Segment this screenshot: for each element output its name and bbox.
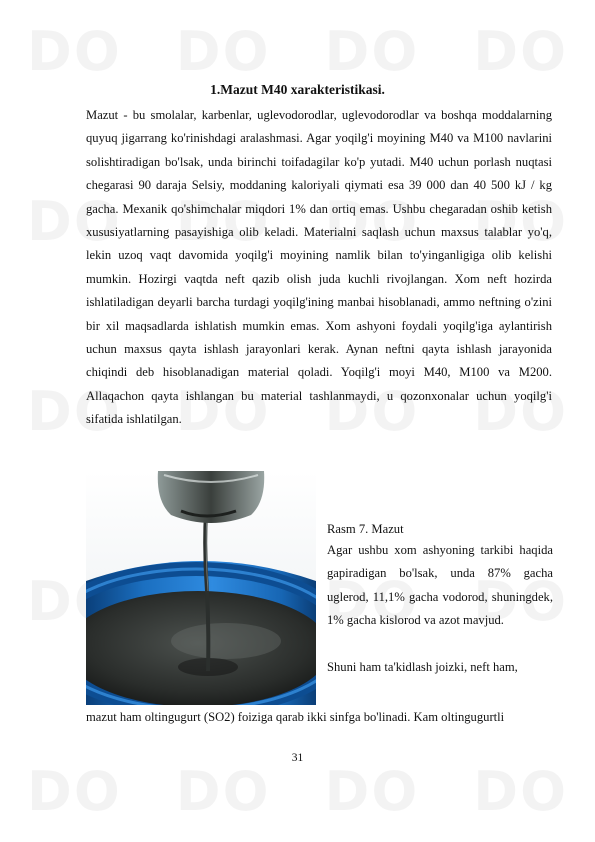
figure-caption: Rasm 7. Mazut bbox=[327, 522, 404, 536]
side-paragraph: Agar ushbu xom ashyoning tarkibi haqida gapiradigan bo'lsak, unda 87% gacha uglerod, 11,1% gacha vodorod, shuningdek, 1% gacha kislorod va azot mavjud. bbox=[327, 543, 553, 628]
section-title: 1.Mazut M40 xarakteristikasi. bbox=[210, 82, 385, 97]
page-number: 31 bbox=[291, 752, 304, 764]
watermark-row bbox=[0, 760, 595, 823]
body-paragraph-continuation: mazut ham oltingugurt (SO2) foiziga qarab ikki sinfga bo'linadi. Kam oltingugurtli bbox=[86, 710, 505, 724]
watermark-row bbox=[0, 20, 595, 83]
body-paragraph: Mazut - bu smolalar, karbenlar, uglevodorodlar, uglevodorodlar va boshqa moddalarning quyuq jigarrang ko'rinishdagi aralashmasi. Agar yoqilg'i moyining M40 va M100 navlarini solishtiradigan bo'lsak, unda birinchi toifadagilar ko'p yutadi. M40 uchun porlash nuqtasi chegarasi 90 daraja Selsiy, moddaning kaloriyali qiymati esa 39 000 dan 40 500 kJ / kg gacha. Mexanik qo'shimchalar miqdori 1% dan ortiq emas. Ushbu chegaradan oshib ketish xususiyatlarning pasayishiga olib keladi. Materialni saqlash uchun maxsus talablar yo'q, lekin uzoq vaqt davomida yoqilg'i moyining namlik bilan to'yinganligiga olib kelishi mumkin. Hozirgi vaqtda neft qazib olish juda kuchli rivojlangan. Xom neft hozirda ishlatiladigan deyarli barcha turdagi yoqilg'ining manbai hisoblanadi, ammo neftning o'zini bir xil maqsadlarda ishlatish mumkin emas. Xom ashyoni foydali yoqilg'iga aylantirish uchun maxsus qayta ishlash jarayonlari kerak. Aynan neftni qayta ishlash jarayonida chiqindi deb hisoblanadigan material qoladi. Yoqilg'i moyi M40, M100 va M200. Allaqachon qayta ishlangan bu material tashlanmaydi, u qozonxonalar uchun yoqilg'i sifatida ishlatilgan. bbox=[86, 108, 552, 427]
side-paragraph-continued: Shuni ham ta'kidlash joizki, neft ham, bbox=[327, 659, 518, 674]
mazut-photo bbox=[86, 471, 316, 705]
figure-side-column bbox=[327, 519, 553, 679]
